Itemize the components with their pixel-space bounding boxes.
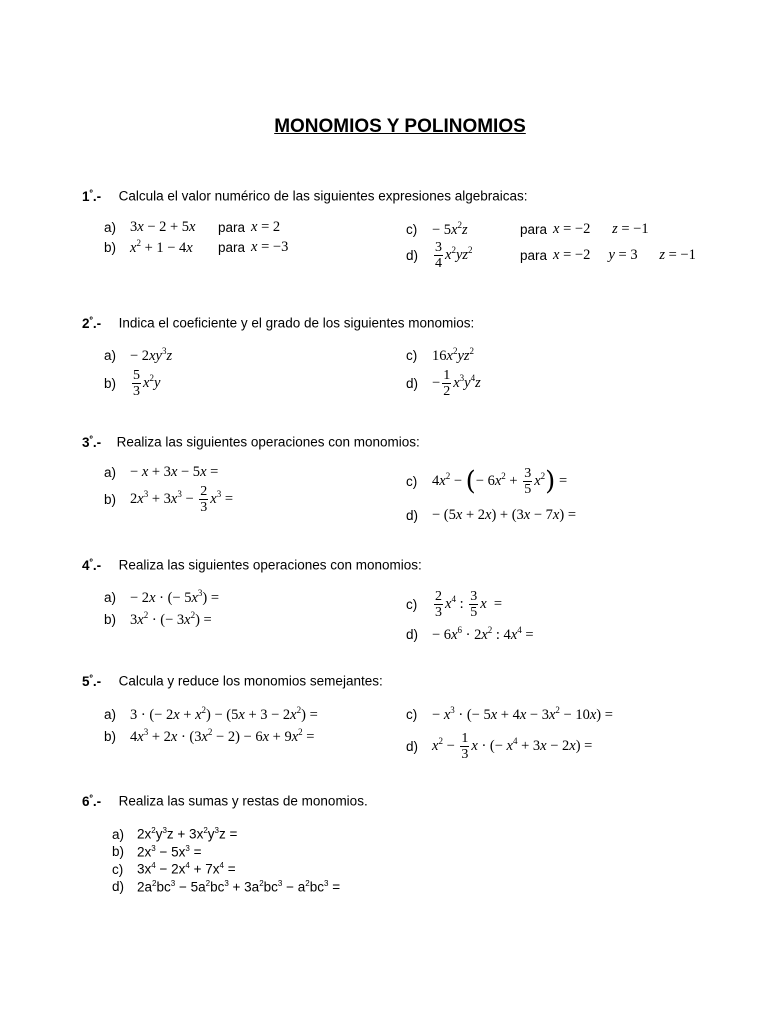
question-2-text: Indica el coeficiente y el grado de los siguientes monomios: [118, 315, 475, 331]
question-1 [82, 187, 528, 204]
q5-item-c: c) − $x^3$ · (− $5x + 4x - 3x^2 - 10x$) = [406, 705, 613, 723]
q1-item-c: c) − $5x^2z$ para x = −2 z = −1 [406, 220, 649, 238]
q5-item-b: b) $4x^3 + 2x \cdot (3x^2 - 2) - 6x + 9x^2$ = [104, 727, 315, 745]
question-3 [82, 433, 420, 450]
question-5-text: Calcula y reduce los monomios semejantes: [118, 673, 383, 689]
question-5-number: $5^º.-$ [82, 672, 102, 689]
q4-item-d: d) − $6x^6 \cdot 2x^2$ : $4x^4$ = [406, 625, 534, 643]
question-6-text: Realiza las sumas y restas de monomios. [118, 793, 368, 809]
q6-item-b: b) $2x^3 - 5x^3$ = [112, 843, 202, 859]
q4-item-a: a) − 2x · (− $5x^3$) = [104, 588, 220, 606]
q1-item-b: b) $x^2 + 1 - 4x$ para x = −3 [104, 238, 289, 256]
question-2 [82, 314, 474, 331]
q6-item-a: a) $2x^2y^3z + 3x^2y^3z$ = [112, 826, 238, 842]
q6-item-d: d) $2a^2bc^3 - 5a^2bc^3 + 3a^2bc^3 - a^2bc^3$ = [112, 878, 341, 894]
q3-item-b: b) $2x^3 + 3x^3$ − $\frac{2}{3}$ $x^3$ = [104, 484, 233, 515]
q2-item-b: b) $\frac{5}{3}$ $x^2y$ [104, 368, 161, 399]
q6-list [112, 824, 340, 894]
page-title: MONOMIOS Y POLINOMIOS [274, 116, 526, 137]
question-1-number: $1^º.-$ [82, 187, 102, 204]
q3-item-a: a) − x + 3x − 5x = [104, 464, 219, 480]
question-1-text: Calcula el valor numérico de las siguientes expresiones algebraicas: [118, 188, 528, 204]
question-4-number: $4^º.-$ [82, 556, 102, 573]
question-4-text: Realiza las siguientes operaciones con monomios: [118, 557, 422, 573]
question-3-text: Realiza las siguientes operaciones con monomios: [116, 434, 420, 450]
q2-item-a: a) − $2xy^3z$ [104, 346, 173, 364]
question-5 [82, 672, 383, 689]
question-3-number: $3^º.-$ [82, 433, 102, 450]
q2-item-d: d) − $\frac{1}{2}$ $x^3y^4z$ [406, 368, 481, 399]
q6-item-c: c) $3x^4 - 2x^4 + 7x^4$ = [112, 861, 236, 877]
q3-item-c: c) $4x^2$ − (− $6x^2$ + $\frac{3}{5}$ $x^2$) = [406, 466, 568, 497]
question-6 [82, 792, 368, 809]
q4-item-b: b) $3x^2$ · (− $3x^2$) = [104, 610, 212, 628]
q5-item-a: a) 3 · (− $2x + x^2) - (5x + 3 - 2x^2)$ = [104, 705, 318, 723]
question-4 [82, 556, 422, 573]
q3-item-d: d) − (5x + 2x) + (3x − 7x) = [406, 507, 576, 523]
q5-item-d: d) $x^2$ − $\frac{1}{3}$ x · (− $x^4 + 3x - 2x$) = [406, 731, 593, 762]
question-2-number: $2^º.-$ [82, 314, 102, 331]
q2-item-c: c) $16x^2yz^2$ [406, 346, 475, 364]
q4-item-c: c) $\frac{2}{3}$ $x^4$ : $\frac{3}{5}$ x = [406, 589, 503, 620]
q1-item-a: a) 3x − 2 + 5x para x = 2 [104, 219, 281, 235]
question-6-number: $6^º.-$ [82, 792, 102, 809]
q1-item-d: d) $\frac{3}{4}$ $x^2yz^2$ para x = −2 y = 3 z = −1 [406, 240, 696, 271]
